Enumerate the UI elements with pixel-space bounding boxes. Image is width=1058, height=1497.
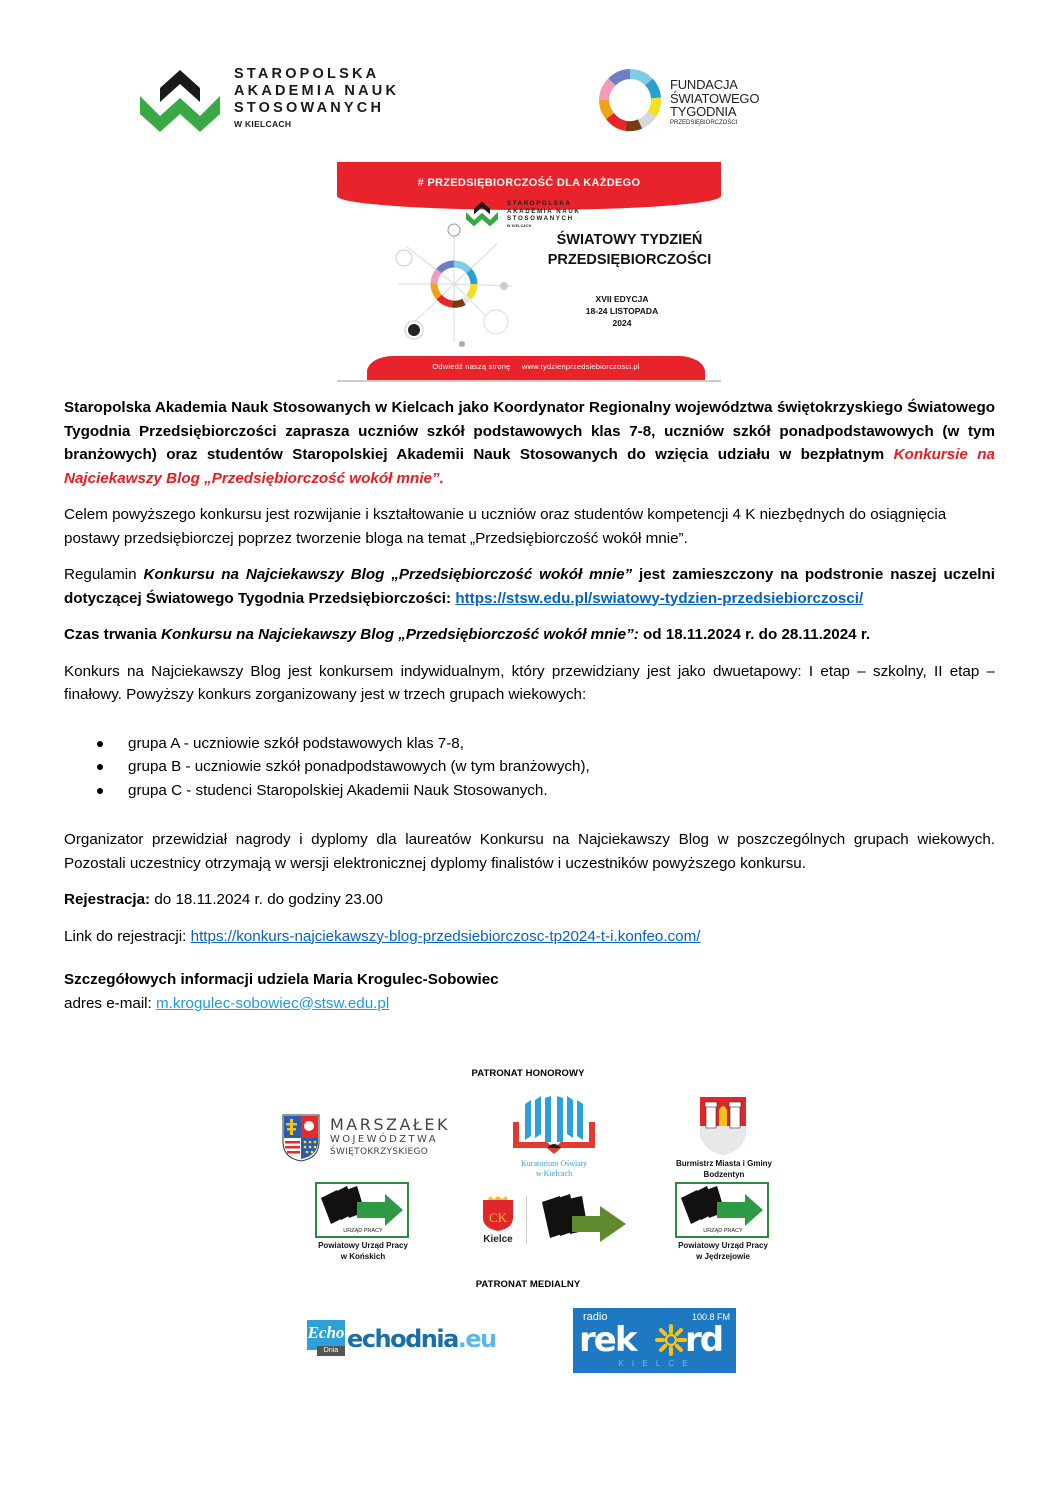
logo-line: Kuratorium Oświaty — [521, 1159, 587, 1168]
up-konskie-caption — [300, 1240, 426, 1262]
logo-line: PRZEDSIĘBIORCZOŚCI — [670, 119, 738, 126]
echodnia-wordmark — [347, 1324, 496, 1354]
logo-line: Bodzentyn — [703, 1170, 745, 1179]
job-office-arrow-icon — [317, 1184, 407, 1236]
duration-prefix: Czas trwania — [64, 626, 162, 643]
bodzentyn-caption — [664, 1158, 784, 1180]
event-banner — [337, 162, 721, 382]
duration-dates: od 18.11.2024 r. do 28.11.2024 r. — [638, 626, 871, 643]
svg-text:URZĄD PRACY: URZĄD PRACY — [343, 1228, 383, 1234]
list-item: grupa B - uczniowie szkół ponadpodstawowych (w tym branżowych), — [64, 755, 995, 779]
stsw-logo-text — [234, 66, 399, 131]
banner-title-line: PRZEDSIĘBIORCZOŚCI — [547, 252, 712, 268]
description-paragraph — [64, 660, 995, 707]
fundacja-logo-text — [670, 78, 759, 128]
echodnia-domain: echodnia — [347, 1325, 458, 1353]
radio-rekord-logo — [573, 1308, 736, 1373]
up-konskie-badge — [315, 1182, 409, 1238]
banner-divider — [337, 380, 721, 382]
email-label: adres e-mail: — [64, 994, 157, 1012]
logo-line: TYGODNIA — [670, 104, 737, 119]
logo-line: STOSOWANYCH — [234, 100, 385, 116]
logo-divider — [526, 1196, 527, 1244]
dnia-badge: Dnia — [317, 1346, 345, 1356]
bodzentyn-logo — [664, 1096, 784, 1182]
logo-line: w Jędrzejowie — [696, 1252, 750, 1261]
media-patronage-label: PATRONAT MEDIALNY — [475, 1279, 581, 1290]
banner-hashtag: # PRZEDSIĘBIORCZOŚĆ DLA KAŻDEGO — [417, 177, 641, 189]
edition-dates: 18-24 LISTOPADA — [585, 306, 659, 316]
logo-line: AKADEMIA NAUK — [234, 83, 400, 99]
prizes-text: Organizator przewidział nagrody i dyplomy dla laureatów Konkursu na Najciekawszy Blog w poszczególnych grupach wiekowych. Pozostali uczestnicy otrzymają w wersji elektronicznej dyplomy finalistów i uczestników powyższego konkursu. — [64, 831, 995, 872]
mup-arrow-icon — [536, 1194, 628, 1244]
up-konskie-logo — [308, 1182, 418, 1266]
up-jedrzejow-badge — [675, 1182, 769, 1238]
logo-line: ŚWIĘTOKRZYSKIEGO — [330, 1147, 429, 1157]
echodnia-logo — [307, 1320, 499, 1360]
logo-line: Burmistrz Miasta i Gminy — [675, 1159, 773, 1168]
goal-paragraph — [64, 503, 995, 550]
stsw-logo — [138, 64, 398, 136]
registration-label: Rejestracja: — [64, 891, 151, 908]
honorary-patronage-label: PATRONAT HONOROWY — [471, 1068, 585, 1079]
age-groups-list — [64, 732, 995, 803]
goal-text: Celem powyższego konkursu jest rozwijanie i kształtowanie u uczniów oraz studentów kompetencji 4 K niezbędnych do osiągnięcia postawy przedsiębiorczej poprzez tworzenie bloga na temat „Przedsiębiorczość wokół mnie”. — [64, 506, 947, 547]
contact-heading: Szczegółowych informacji udziela Maria Krogulec-Sobowiec — [64, 971, 499, 988]
banner-visit-line — [367, 362, 705, 371]
logo-line: AKADEMIA NAUK — [507, 207, 581, 215]
registration-paragraph — [64, 888, 995, 912]
logo-line: STAROPOLSKA — [507, 200, 572, 207]
edition-label: XVII EDYCJA — [595, 294, 649, 304]
logo-line: FUNDACJA — [670, 77, 738, 92]
kielce-label: Kielce — [483, 1234, 513, 1245]
list-item: grupa A - uczniowie szkół podstawowych klas 7-8, — [64, 732, 995, 756]
contact-email-line — [64, 992, 995, 1016]
intro-paragraph — [64, 396, 995, 490]
logo-line: w Kielcach — [535, 1169, 573, 1178]
logo-line: STOSOWANYCH — [507, 215, 574, 222]
logo-line: W KIELCACH — [507, 223, 532, 228]
logo-line: Powiatowy Urząd Pracy — [678, 1241, 768, 1250]
logo-line: Powiatowy Urząd Pracy — [318, 1241, 408, 1250]
job-office-arrow-icon — [677, 1184, 767, 1236]
logo-line: MARSZAŁEK — [330, 1115, 451, 1134]
logo-line: WOJEWÓDZTWA — [330, 1134, 439, 1145]
kielce-mup-logo — [478, 1192, 630, 1252]
echodnia-tld: .eu — [457, 1325, 496, 1353]
rekord-frequency: 100.8 FM — [691, 1312, 730, 1322]
fundacja-logo — [598, 68, 760, 134]
regulations-paragraph — [64, 563, 995, 610]
prizes-paragraph — [64, 828, 995, 875]
intro-text: Staropolska Akademia Nauk Stosowanych w Kielcach jako Koordynator Regionalny województwa świętokrzyskiego Światowego Tygodnia Przedsiębiorczości zaprasza uczniów szkół podstawowych klas 7-8, uczniów szkół ponadpodstawowych (w tym branżowych) oraz studentów Staropolskiej Akademii Nauk Stosowanych do wzięcia udziału w bezpłatnym — [64, 399, 995, 463]
logo-line: W KIELCACH — [234, 119, 292, 129]
regulations-link[interactable]: https://stsw.edu.pl/swiatowy-tydzien-przedsiebiorczosci/ — [455, 589, 864, 607]
entrepreneurship-ring-graphic-icon — [392, 222, 542, 352]
banner-title — [542, 230, 717, 270]
description-text: Konkurs na Najciekawszy Blog jest konkursem indywidualnym, który przewidziany jest jako dwuetapowy: I etap – szkolny, II etap – finałowy. Powyższy konkurs zorganizowany jest w trzech grupach wiekowych: — [64, 662, 995, 703]
duration-title: Konkursu na Najciekawszy Blog „Przedsiębiorczość wokół mnie”: — [161, 626, 639, 643]
sun-icon — [655, 1324, 687, 1356]
registration-link-label: Link do rejestracji: — [64, 927, 191, 945]
up-jedrzejow-logo — [668, 1182, 778, 1266]
regulations-suffix: jest zamieszczony na podstronie naszej uczelni dotyczącej Światowego Tygodnia Przedsiębiorczości: — [64, 566, 995, 607]
rekord-wordmark-right: rd — [685, 1320, 723, 1360]
logo-line: ŚWIATOWEGO — [670, 90, 760, 106]
coat-of-arms-icon — [282, 1114, 320, 1162]
regulations-prefix: Regulamin — [64, 566, 144, 583]
kielce-crest-icon — [482, 1196, 514, 1232]
color-ring-icon — [598, 68, 662, 132]
document-body — [64, 396, 995, 1015]
visit-label: Odwiedź naszą stronę — [432, 362, 511, 371]
regulations-title: Konkursu na Najciekawszy Blog „Przedsiębiorczość wokół mnie” — [143, 566, 633, 583]
kuratorium-logo — [508, 1096, 600, 1180]
rekord-city: K I E L C E — [618, 1359, 691, 1368]
stsw-chevron-icon — [138, 66, 222, 136]
duration-paragraph — [64, 623, 995, 647]
email-link[interactable]: m.krogulec-sobowiec@stsw.edu.pl — [156, 994, 390, 1012]
banner-title-line: ŚWIATOWY TYDZIEŃ — [556, 232, 703, 248]
svg-text:URZĄD PRACY: URZĄD PRACY — [703, 1228, 743, 1234]
logo-line: STAROPOLSKA — [234, 66, 380, 82]
visit-url-link[interactable]: www.tydzienprzedsiebiorczosci.pl — [521, 362, 640, 371]
list-item: grupa C - studenci Staropolskiej Akademii Nauk Stosowanych. — [64, 779, 995, 803]
edition-year: 2024 — [612, 318, 632, 328]
registration-link-paragraph — [64, 925, 995, 949]
marszalek-text — [330, 1116, 450, 1158]
rekord-radio-label: radio — [583, 1311, 608, 1323]
registration-deadline: do 18.11.2024 r. do godziny 23.00 — [150, 891, 383, 908]
kuratorium-text — [508, 1159, 600, 1179]
contest-name-highlight: Konkursie na Najciekawszy Blog „Przedsiębiorczość wokół mnie”. — [64, 446, 995, 487]
up-jedrzejow-caption — [660, 1240, 786, 1262]
banner-edition — [547, 293, 697, 329]
logo-line: w Końskich — [340, 1252, 386, 1261]
svg-text:CK: CK — [488, 1210, 508, 1225]
marszalek-logo — [282, 1114, 451, 1164]
echo-badge: Echo — [307, 1320, 345, 1350]
open-book-icon — [511, 1096, 597, 1158]
registration-link[interactable]: https://konkurs-najciekawszy-blog-przedsiebiorczosc-tp2024-t-i.konfeo.com/ — [190, 927, 701, 945]
rekord-wordmark-left: rek — [579, 1320, 636, 1360]
bodzentyn-crest-icon — [699, 1096, 747, 1156]
